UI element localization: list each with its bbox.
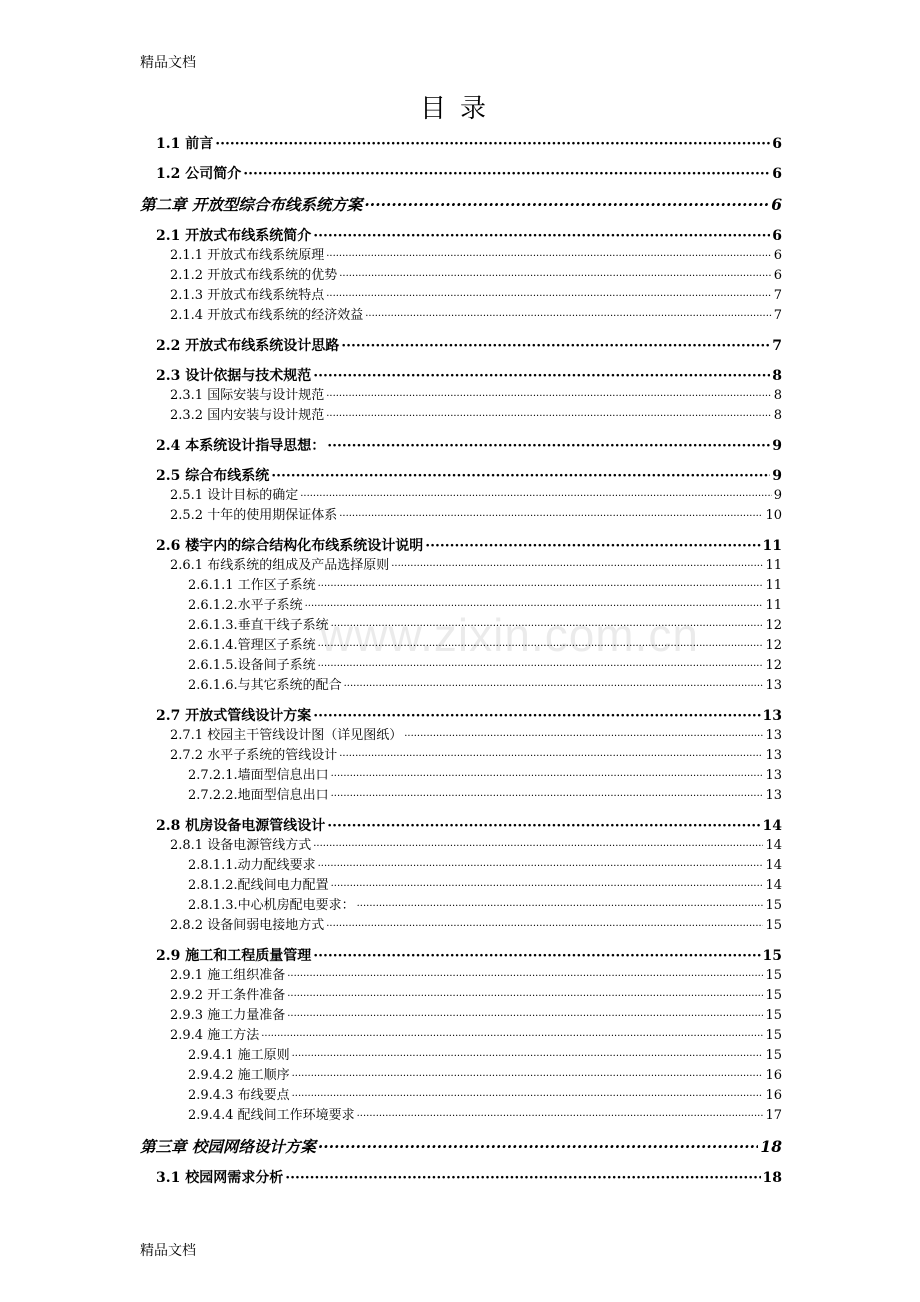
- toc-entry-label: 3.1 校园网需求分析: [156, 1170, 284, 1186]
- toc-leader-dots: [425, 536, 760, 556]
- toc-leader-dots: [313, 366, 770, 386]
- toc-leader-dots: [331, 876, 764, 897]
- toc-entry-page: 9: [773, 488, 782, 503]
- toc-entry-label: 2.2 开放式布线系统设计思路: [156, 338, 340, 354]
- toc-leader-dots: [313, 946, 760, 966]
- toc-leader-dots: [313, 706, 760, 726]
- toc-entry-page: 12: [765, 638, 782, 653]
- toc-entry[interactable]: [140, 986, 782, 1006]
- toc-entry-label: 2.8.1.2.配线间电力配置: [188, 878, 329, 893]
- page-title: 目录: [419, 94, 500, 124]
- toc-leader-dots: [326, 286, 772, 307]
- toc-leader-dots: [331, 766, 764, 787]
- toc-entry[interactable]: [140, 134, 782, 154]
- toc-entry[interactable]: [140, 246, 782, 266]
- toc-leader-dots: [326, 386, 772, 407]
- toc-entry-page: 8: [773, 408, 782, 423]
- toc-entry[interactable]: [140, 266, 782, 286]
- toc-entry-page: 12: [765, 618, 782, 633]
- toc-entry-label: 2.6.1.2.水平子系统: [188, 598, 303, 613]
- toc-entry[interactable]: [140, 896, 782, 916]
- toc-entry-label: 2.5.1 设计目标的确定: [170, 488, 299, 503]
- toc-leader-dots: [341, 336, 770, 356]
- toc-entry[interactable]: [140, 506, 782, 526]
- toc-entry[interactable]: [140, 1168, 782, 1188]
- toc-entry[interactable]: [140, 366, 782, 386]
- toc-entry[interactable]: [140, 164, 782, 184]
- toc-entry-page: 6: [773, 268, 782, 283]
- toc-entry[interactable]: [140, 816, 782, 836]
- toc-entry-page: 6: [772, 166, 782, 182]
- toc-entry-label: 1.2 公司简介: [156, 166, 242, 182]
- toc-entry-label: 2.7.1 校园主干管线设计图（详见图纸）: [170, 728, 403, 743]
- toc-leader-dots: [326, 916, 763, 937]
- toc-entry-label: 2.9.1 施工组织准备: [170, 968, 286, 983]
- toc-entry-label: 2.6.1.4.管理区子系统: [188, 638, 316, 653]
- toc-entry-label: 2.9.4.2 施工顺序: [188, 1068, 290, 1083]
- toc-entry[interactable]: [140, 1086, 782, 1106]
- toc-entry[interactable]: [140, 1136, 782, 1158]
- toc-entry-page: 14: [765, 858, 782, 873]
- toc-leader-dots: [357, 896, 764, 917]
- toc-leader-dots: [318, 1136, 759, 1158]
- toc-entry-page: 17: [765, 1108, 782, 1123]
- toc-entry-page: 11: [765, 578, 782, 593]
- toc-entry-label: 第三章 校园网络设计方案: [140, 1137, 316, 1156]
- toc-leader-dots: [215, 134, 770, 154]
- toc-entry-label: 2.4 本系统设计指导思想：: [156, 438, 326, 454]
- toc-entry-page: 14: [762, 818, 782, 834]
- toc-leader-dots: [391, 556, 763, 577]
- toc-entry-page: 15: [765, 1048, 782, 1063]
- toc-entry-page: 13: [765, 788, 782, 803]
- toc-entry-label: 第二章 开放型综合布线系统方案: [140, 195, 363, 214]
- toc-entry-page: 6: [772, 228, 782, 244]
- toc-entry-label: 2.1.1 开放式布线系统原理: [170, 248, 325, 263]
- toc-entry-label: 2.8 机房设备电源管线设计: [156, 818, 326, 834]
- toc-entry-page: 7: [773, 288, 782, 303]
- toc-entry-label: 2.6.1.6.与其它系统的配合: [188, 678, 342, 693]
- toc-entry-page: 9: [772, 438, 782, 454]
- toc-entry-label: 2.3.1 国际安装与设计规范: [170, 388, 325, 403]
- toc-entry-page: 15: [765, 1008, 782, 1023]
- toc-leader-dots: [292, 1086, 764, 1107]
- toc-leader-dots: [285, 1168, 760, 1188]
- toc-entry[interactable]: [140, 436, 782, 456]
- toc-entry-label: 2.1.3 开放式布线系统特点: [170, 288, 325, 303]
- toc-entry-page: 8: [773, 388, 782, 403]
- toc-entry-label: 2.9.4.3 布线要点: [188, 1088, 290, 1103]
- toc-entry-page: 9: [772, 468, 782, 484]
- toc-entry[interactable]: [140, 286, 782, 306]
- toc-entry[interactable]: [140, 1046, 782, 1066]
- toc-entry-label: 2.9.4.1 施工原则: [188, 1048, 290, 1063]
- toc-entry-page: 8: [772, 368, 782, 384]
- toc-entry[interactable]: [140, 406, 782, 426]
- toc-entry-page: 11: [762, 538, 782, 554]
- toc-entry-page: 7: [773, 308, 782, 323]
- toc-leader-dots: [271, 466, 770, 486]
- toc-leader-dots: [364, 194, 769, 216]
- toc-entry-page: 13: [765, 678, 782, 693]
- toc-entry-label: 2.5.2 十年的使用期保证体系: [170, 508, 338, 523]
- toc-entry-page: 15: [765, 918, 782, 933]
- toc-leader-dots: [327, 816, 760, 836]
- toc-entry-label: 2.3 设计依据与技术规范: [156, 368, 312, 384]
- page-footer: 精品文档: [140, 1243, 196, 1259]
- toc-entry-label: 2.1 开放式布线系统简介: [156, 228, 312, 244]
- toc-entry[interactable]: [140, 486, 782, 506]
- toc-entry-label: 2.5 综合布线系统: [156, 468, 270, 484]
- watermark-text: www.zixin.com.cn: [320, 609, 699, 661]
- toc-entry-label: 2.6 楼宇内的综合结构化布线系统设计说明: [156, 538, 424, 554]
- toc-entry-page: 6: [771, 195, 782, 214]
- toc-leader-dots: [339, 746, 763, 767]
- toc-entry-label: 2.6.1.3.垂直干线子系统: [188, 618, 329, 633]
- toc-entry[interactable]: [140, 766, 782, 786]
- toc-leader-dots: [261, 1026, 763, 1047]
- toc-entry[interactable]: [140, 306, 782, 326]
- page-header: 精品文档: [140, 55, 196, 71]
- toc-entry[interactable]: [140, 676, 782, 696]
- toc-entry[interactable]: [140, 386, 782, 406]
- toc-entry[interactable]: [140, 856, 782, 876]
- toc-leader-dots: [287, 986, 763, 1007]
- toc-entry-label: 2.9.2 开工条件准备: [170, 988, 286, 1003]
- toc-entry-label: 2.7 开放式管线设计方案: [156, 708, 312, 724]
- toc-entry-label: 2.9.3 施工力量准备: [170, 1008, 286, 1023]
- toc-entry-label: 2.6.1 布线系统的组成及产品选择原则: [170, 558, 390, 573]
- toc-entry-page: 14: [765, 838, 782, 853]
- toc-entry-label: 1.1 前言: [156, 136, 214, 152]
- toc-entry-page: 13: [765, 748, 782, 763]
- toc-leader-dots: [318, 856, 764, 877]
- toc-entry-page: 15: [765, 898, 782, 913]
- toc-entry-page: 6: [773, 248, 782, 263]
- toc-leader-dots: [243, 164, 770, 184]
- toc-leader-dots: [318, 576, 764, 597]
- toc-entry-label: 2.8.1 设备电源管线方式: [170, 838, 312, 853]
- toc-entry-page: 16: [765, 1068, 782, 1083]
- toc-entry-page: 18: [760, 1137, 782, 1156]
- toc-entry-page: 16: [765, 1088, 782, 1103]
- toc-entry-label: 2.7.2 水平子系统的管线设计: [170, 748, 338, 763]
- toc-entry-page: 12: [765, 658, 782, 673]
- toc-entry[interactable]: [140, 536, 782, 556]
- toc-entry-page: 13: [765, 728, 782, 743]
- toc-entry[interactable]: [140, 916, 782, 936]
- toc-entry-page: 15: [765, 968, 782, 983]
- toc-entry-page: 15: [765, 1028, 782, 1043]
- toc-entry[interactable]: [140, 194, 782, 216]
- toc-entry-label: 2.6.1.5.设备间子系统: [188, 658, 316, 673]
- toc-entry-page: 15: [762, 948, 782, 964]
- toc-entry-page: 15: [765, 988, 782, 1003]
- toc-entry-label: 2.1.2 开放式布线系统的优势: [170, 268, 338, 283]
- toc-entry[interactable]: [140, 726, 782, 746]
- toc-leader-dots: [357, 1106, 764, 1127]
- toc-entry[interactable]: [140, 1066, 782, 1086]
- toc-entry-page: 14: [765, 878, 782, 893]
- toc-entry-page: 7: [772, 338, 782, 354]
- toc-leader-dots: [331, 786, 764, 807]
- toc-entry[interactable]: [140, 556, 782, 576]
- toc-entry[interactable]: [140, 336, 782, 356]
- toc-entry-label: 2.8.1.3.中心机房配电要求：: [188, 898, 355, 913]
- toc-leader-dots: [326, 406, 772, 427]
- toc-entry-page: 11: [765, 598, 782, 613]
- toc-entry[interactable]: [140, 466, 782, 486]
- toc-entry[interactable]: [140, 746, 782, 766]
- toc-leader-dots: [287, 966, 763, 987]
- toc-entry-label: 2.7.2.2.地面型信息出口: [188, 788, 329, 803]
- toc-leader-dots: [327, 436, 770, 456]
- toc-entry[interactable]: [140, 946, 782, 966]
- toc-leader-dots: [344, 676, 764, 697]
- toc-leader-dots: [339, 506, 763, 527]
- toc-entry-page: 13: [765, 768, 782, 783]
- toc-leader-dots: [339, 266, 772, 287]
- toc-entry-page: 13: [762, 708, 782, 724]
- toc-entry[interactable]: [140, 966, 782, 986]
- toc-entry-page: 10: [765, 508, 782, 523]
- toc-entry-label: 2.6.1.1 工作区子系统: [188, 578, 316, 593]
- toc-leader-dots: [313, 226, 770, 246]
- toc-leader-dots: [292, 1046, 764, 1067]
- toc-entry[interactable]: [140, 576, 782, 596]
- toc-entry[interactable]: [140, 786, 782, 806]
- toc-entry-label: 2.9.4.4 配线间工作环境要求: [188, 1108, 355, 1123]
- toc-entry-label: 2.7.2.1.墙面型信息出口: [188, 768, 329, 783]
- toc-entry[interactable]: [140, 876, 782, 896]
- toc-entry-label: 2.3.2 国内安装与设计规范: [170, 408, 325, 423]
- toc-entry-label: 2.8.1.1.动力配线要求: [188, 858, 316, 873]
- toc-entry[interactable]: [140, 1006, 782, 1026]
- toc-entry-label: 2.8.2 设备间弱电接地方式: [170, 918, 325, 933]
- toc-entry-page: 11: [765, 558, 782, 573]
- toc-leader-dots: [292, 1066, 764, 1087]
- toc-leader-dots: [313, 836, 763, 857]
- toc-entry-page: 18: [762, 1170, 782, 1186]
- toc-leader-dots: [300, 486, 772, 507]
- toc-entry[interactable]: [140, 836, 782, 856]
- toc-entry[interactable]: [140, 1026, 782, 1046]
- toc-entry[interactable]: [140, 706, 782, 726]
- toc-entry-label: 2.1.4 开放式布线系统的经济效益: [170, 308, 364, 323]
- toc-leader-dots: [326, 246, 772, 267]
- toc-entry[interactable]: [140, 226, 782, 246]
- toc-leader-dots: [365, 306, 772, 327]
- toc-entry-page: 6: [772, 136, 782, 152]
- toc-entry-label: 2.9 施工和工程质量管理: [156, 948, 312, 964]
- toc-entry[interactable]: [140, 1106, 782, 1126]
- toc-entry-label: 2.9.4 施工方法: [170, 1028, 260, 1043]
- toc-leader-dots: [287, 1006, 763, 1027]
- toc-leader-dots: [404, 726, 763, 747]
